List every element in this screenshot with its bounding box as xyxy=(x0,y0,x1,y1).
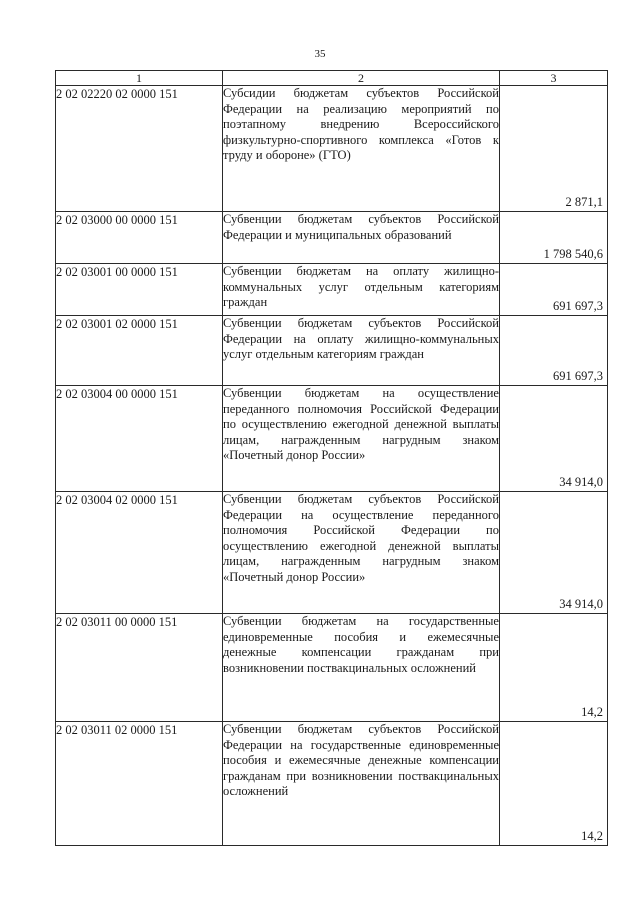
table-row xyxy=(56,386,608,492)
row-amount: 34 914,0 xyxy=(559,475,603,489)
table-row xyxy=(56,86,608,212)
row-description: Субвенции бюджетам субъектов Российской Федерации на оплату жилищно-коммунальных услуг отдельным категориям граждан xyxy=(223,316,500,386)
amount-cell xyxy=(500,386,608,492)
amount-cell xyxy=(500,316,608,386)
column-header-amount: 3 xyxy=(500,71,608,86)
amount-cell xyxy=(500,264,608,316)
row-description: Субвенции бюджетам субъектов Российской Федерации на государственные единовременные пособия и ежемесячные денежные компенсации гражданам при возникновении поствакцинальных осложнений xyxy=(223,722,500,846)
amount-cell xyxy=(500,86,608,212)
budget-revenue-table xyxy=(55,70,608,846)
row-amount: 34 914,0 xyxy=(559,597,603,611)
row-description: Субвенции бюджетам на осуществление переданного полномочия Российской Федерации по осуществлению ежегодной денежной выплаты лицам, награжденным нагрудным знаком «Почетный донор России» xyxy=(223,386,500,492)
table-row xyxy=(56,722,608,846)
row-amount: 691 697,3 xyxy=(553,369,603,383)
column-header-code: 1 xyxy=(56,71,223,86)
row-amount: 14,2 xyxy=(581,829,603,843)
row-description: Субвенции бюджетам на оплату жилищно-коммунальных услуг отдельным категориям граждан xyxy=(223,264,500,316)
table-row xyxy=(56,264,608,316)
table-row xyxy=(56,316,608,386)
amount-cell xyxy=(500,492,608,614)
table-row xyxy=(56,492,608,614)
budget-code: 2 02 03000 00 0000 151 xyxy=(56,212,223,264)
row-description: Субсидии бюджетам субъектов Российской Федерации на реализацию мероприятий по поэтапному внедрению Всероссийского физкультурно-спортивного комплекса «Готов к труду и обороне» (ГТО) xyxy=(223,86,500,212)
row-amount: 2 871,1 xyxy=(565,195,603,209)
row-description: Субвенции бюджетам субъектов Российской Федерации и муниципальных образований xyxy=(223,212,500,264)
budget-code: 2 02 03001 00 0000 151 xyxy=(56,264,223,316)
row-amount: 1 798 540,6 xyxy=(543,247,603,261)
budget-code: 2 02 02220 02 0000 151 xyxy=(56,86,223,212)
amount-cell xyxy=(500,722,608,846)
row-amount: 691 697,3 xyxy=(553,299,603,313)
budget-code: 2 02 03001 02 0000 151 xyxy=(56,316,223,386)
row-description: Субвенции бюджетам на государственные единовременные пособия и ежемесячные денежные компенсации гражданам при возникновении поствакцинальных осложнений xyxy=(223,614,500,722)
column-number-row xyxy=(56,71,608,86)
amount-cell xyxy=(500,614,608,722)
budget-code: 2 02 03004 00 0000 151 xyxy=(56,386,223,492)
budget-code: 2 02 03011 02 0000 151 xyxy=(56,722,223,846)
row-description: Субвенции бюджетам субъектов Российской Федерации на осуществление переданного полномочия Российской Федерации по осуществлению ежегодной денежной выплаты лицам, награжденным нагрудным знаком «Почетный донор России» xyxy=(223,492,500,614)
table-row xyxy=(56,614,608,722)
amount-cell xyxy=(500,212,608,264)
column-header-description: 2 xyxy=(223,71,500,86)
row-amount: 14,2 xyxy=(581,705,603,719)
budget-code: 2 02 03011 00 0000 151 xyxy=(56,614,223,722)
budget-code: 2 02 03004 02 0000 151 xyxy=(56,492,223,614)
page-number: 35 xyxy=(314,48,326,60)
table-row xyxy=(56,212,608,264)
